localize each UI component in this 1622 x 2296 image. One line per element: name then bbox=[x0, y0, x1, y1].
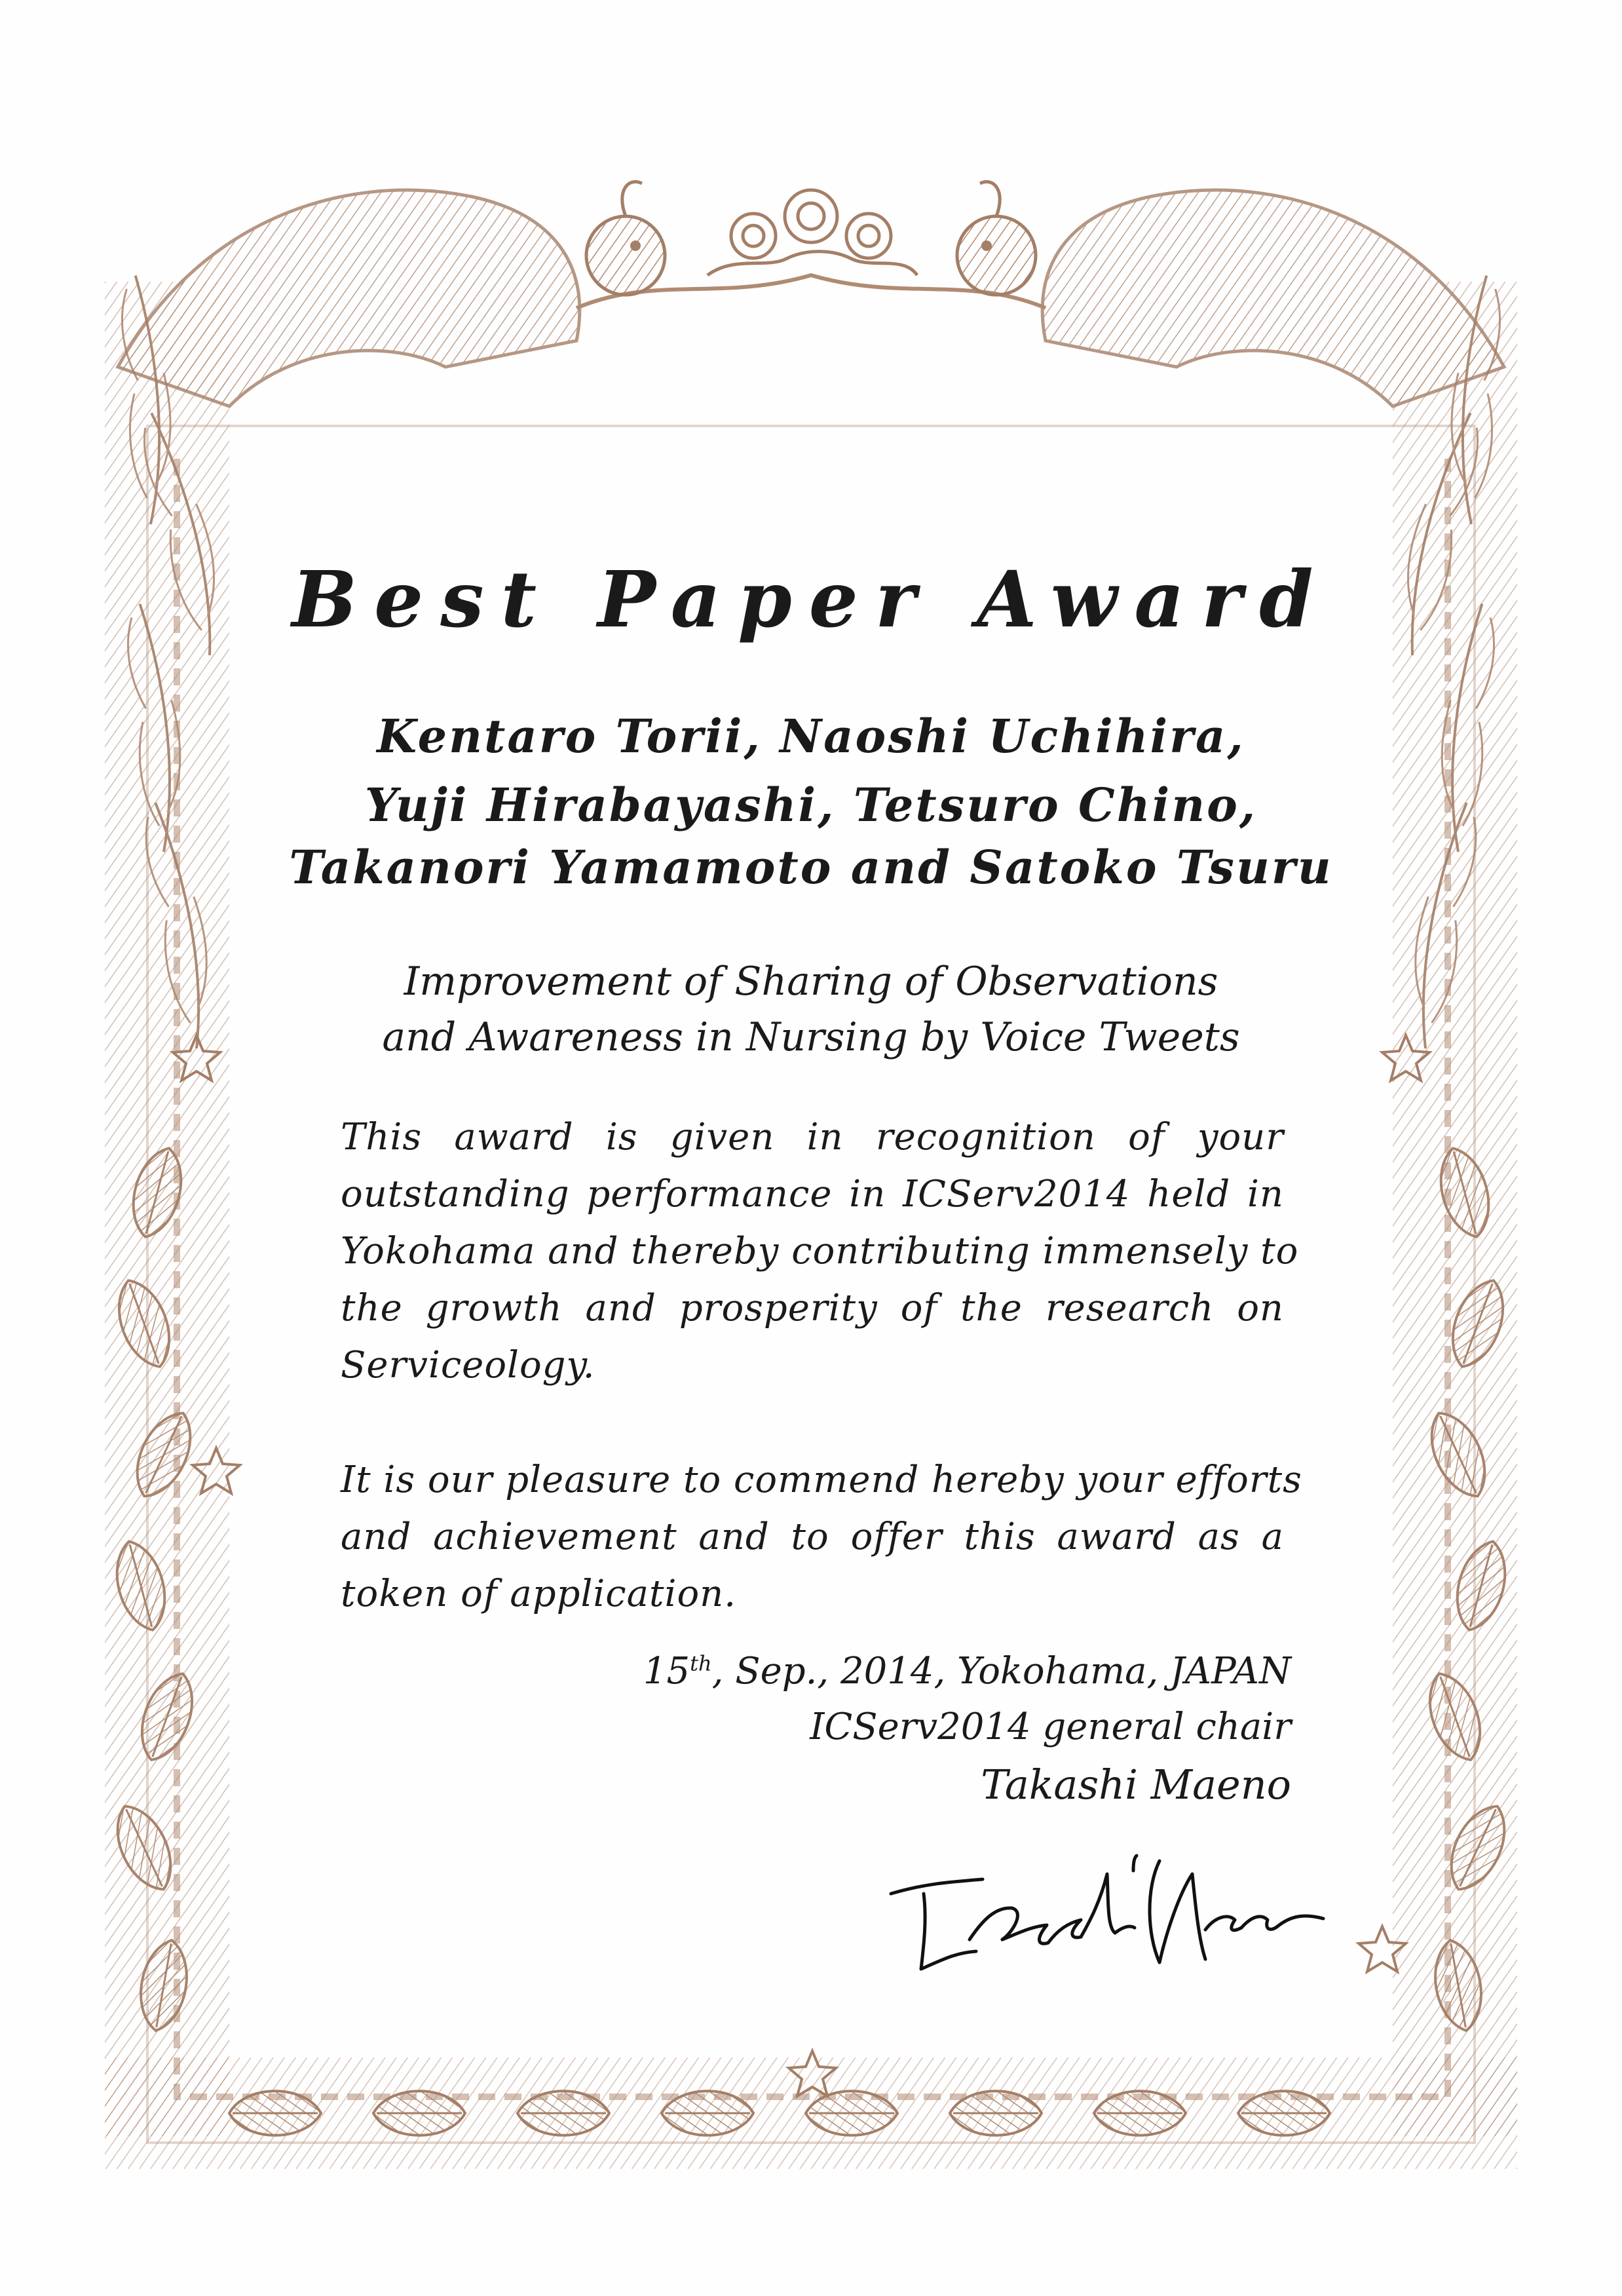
award-paragraph-line: outstanding performance in ICServ2014 held in bbox=[341, 1173, 1284, 1215]
award-paragraph-line: Yokohama and thereby contributing immensely to bbox=[341, 1230, 1299, 1272]
authors-line: Yuji Hirabayashi, Tetsuro Chino, bbox=[364, 778, 1258, 832]
date-location bbox=[505, 1651, 1291, 1692]
commendation-paragraph-line: token of application. bbox=[341, 1573, 737, 1615]
chair-name: Takashi Maeno bbox=[981, 1761, 1291, 1808]
authors-line: Takanori Yamamoto and Satoko Tsuru bbox=[289, 840, 1333, 894]
left-border-band bbox=[105, 275, 233, 2136]
award-paragraph-line: This award is given in recognition of your bbox=[341, 1116, 1284, 1158]
authors-line: Kentaro Torii, Naoshi Uchihira, bbox=[377, 709, 1245, 763]
signature bbox=[871, 1848, 1330, 1985]
phoenix-icon bbox=[586, 182, 665, 295]
commendation-paragraph-line: It is our pleasure to commend hereby your efforts bbox=[341, 1459, 1302, 1501]
bottom-border-band bbox=[105, 2057, 1517, 2169]
date-rest: , Sep., 2014, Yokohama, JAPAN bbox=[711, 1650, 1291, 1693]
chair-role: ICServ2014 general chair bbox=[810, 1706, 1291, 1748]
cloud-ornament-icon bbox=[707, 190, 917, 275]
date-suffix: th bbox=[690, 1651, 712, 1676]
top-border-band bbox=[118, 190, 1504, 406]
phoenix-icon bbox=[957, 182, 1036, 295]
award-paragraph-line: the growth and prosperity of the research on bbox=[341, 1287, 1284, 1330]
paper-title-line: and Awareness in Nursing by Voice Tweets bbox=[382, 1014, 1240, 1060]
date-day: 15 bbox=[643, 1650, 690, 1693]
commendation-paragraph-line: and achievement and to offer this award as a bbox=[341, 1516, 1284, 1558]
certificate-title: Best Paper Award bbox=[292, 554, 1330, 645]
paper-title-line: Improvement of Sharing of Observations bbox=[404, 959, 1218, 1004]
award-paragraph-line: Serviceology. bbox=[341, 1344, 595, 1387]
right-border-band bbox=[1389, 275, 1517, 2136]
